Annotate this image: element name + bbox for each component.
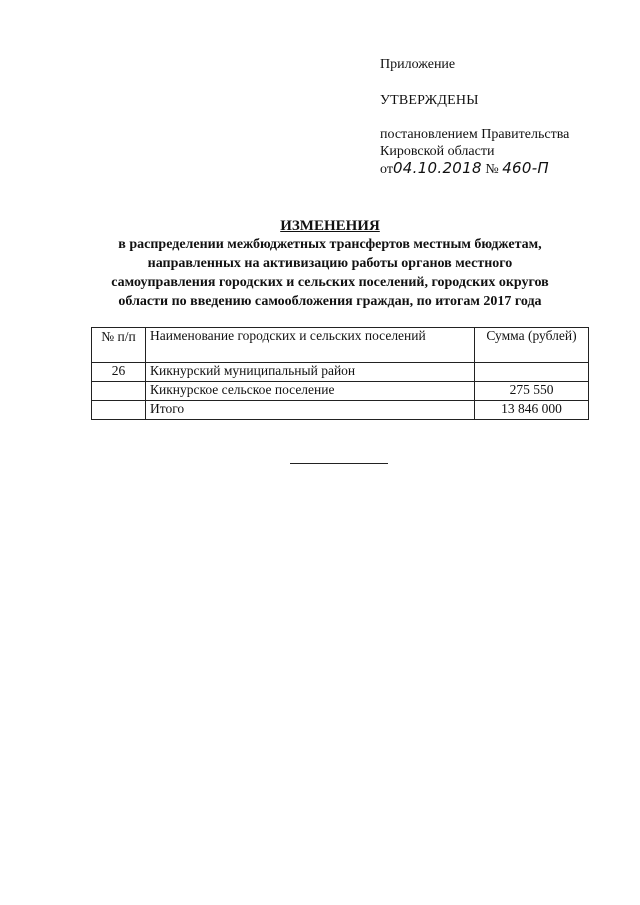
- decree-number: 460-П: [502, 159, 550, 177]
- approved-label: УТВЕРЖДЕНЫ: [380, 93, 479, 108]
- cell-num: [92, 382, 146, 401]
- decree-line-3: [380, 160, 569, 178]
- cell-sum: 13 846 000: [475, 401, 589, 420]
- decree-prefix: от: [380, 162, 393, 177]
- cell-num: 26: [92, 363, 146, 382]
- cell-num: [92, 401, 146, 420]
- table-row: [92, 382, 589, 401]
- appendix-label: Приложение: [380, 57, 456, 72]
- decree-line-2: Кировской области: [380, 144, 495, 159]
- cell-name: Итого: [146, 401, 475, 420]
- header-num: № п/п: [92, 328, 146, 363]
- cell-sum: [475, 363, 589, 382]
- header-sum: Сумма (рублей): [475, 328, 589, 363]
- subtitle-line-3: самоуправления городских и сельских поселений, городских округов: [111, 275, 549, 290]
- table-header-row: [92, 328, 589, 363]
- cell-sum: 275 550: [475, 382, 589, 401]
- subtitle-line-1: в распределении межбюджетных трансфертов местным бюджетам,: [118, 237, 542, 252]
- table-row: [92, 401, 589, 420]
- decree-date: 04.10.2018: [392, 159, 482, 177]
- decree-line-1: постановлением Правительства: [380, 127, 570, 142]
- cell-name: Кикнурский муниципальный район: [146, 363, 475, 382]
- subtitle-line-2: направленных на активизацию работы органов местного: [147, 256, 513, 271]
- header-name: Наименование городских и сельских поселений: [146, 328, 475, 363]
- decree-number-label: №: [485, 162, 499, 177]
- decree-block: [380, 126, 569, 178]
- cell-name: Кикнурское сельское поселение: [146, 382, 475, 401]
- subtitle-line-4: области по введению самообложения граждан, по итогам 2017 года: [118, 294, 542, 309]
- table-row: [92, 363, 589, 382]
- document-title: ИЗМЕНЕНИЯ: [280, 218, 380, 234]
- transfers-table: [91, 327, 589, 420]
- closing-rule: [290, 463, 388, 464]
- document-title-block: [60, 217, 600, 311]
